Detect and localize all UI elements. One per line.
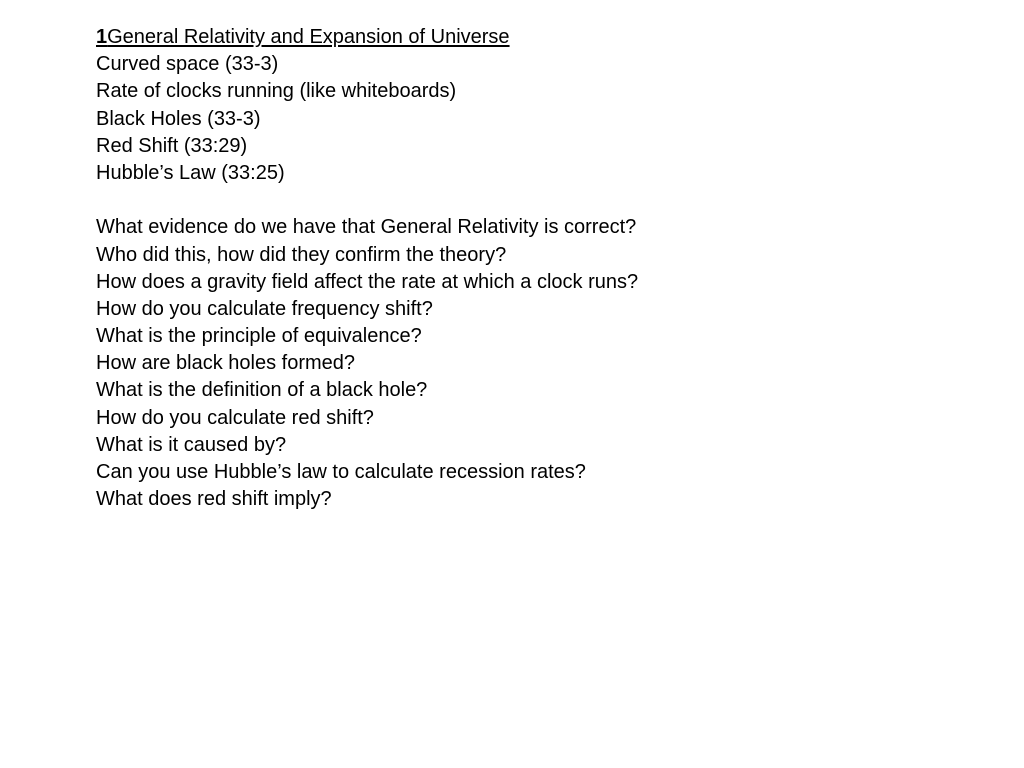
question-item: Can you use Hubble’s law to calculate recession rates?	[96, 461, 586, 483]
title-number: 1	[96, 26, 108, 48]
question-item: What is the definition of a black hole?	[96, 379, 428, 402]
question-item: Who did this, how did they confirm the theory?	[96, 243, 507, 266]
topic-item: Red Shift (33:29)	[96, 134, 248, 157]
topic-item: Hubble’s Law (33:25)	[96, 161, 285, 184]
topic-item: Curved space (33-3)	[96, 53, 279, 76]
title-text: General Relativity and Expansion of Universe	[107, 26, 510, 48]
slide-content	[96, 24, 996, 513]
question-item: What evidence do we have that General Relativity is correct?	[96, 216, 637, 239]
question-item: How do you calculate red shift?	[96, 406, 374, 429]
topic-item: Black Holes (33-3)	[96, 107, 261, 130]
question-list	[96, 214, 996, 513]
topic-item: Rate of clocks running (like whiteboards)	[96, 80, 457, 103]
question-item: What is the principle of equivalence?	[96, 325, 422, 348]
slide-title	[96, 24, 996, 51]
blank-line	[96, 187, 996, 214]
question-item: How do you calculate frequency shift?	[96, 297, 433, 320]
topic-list	[96, 51, 996, 187]
question-item: What is it caused by?	[96, 433, 287, 456]
question-item: How does a gravity field affect the rate at which a clock runs?	[96, 270, 639, 293]
question-item: What does red shift imply?	[96, 488, 332, 511]
question-item: How are black holes formed?	[96, 352, 356, 375]
